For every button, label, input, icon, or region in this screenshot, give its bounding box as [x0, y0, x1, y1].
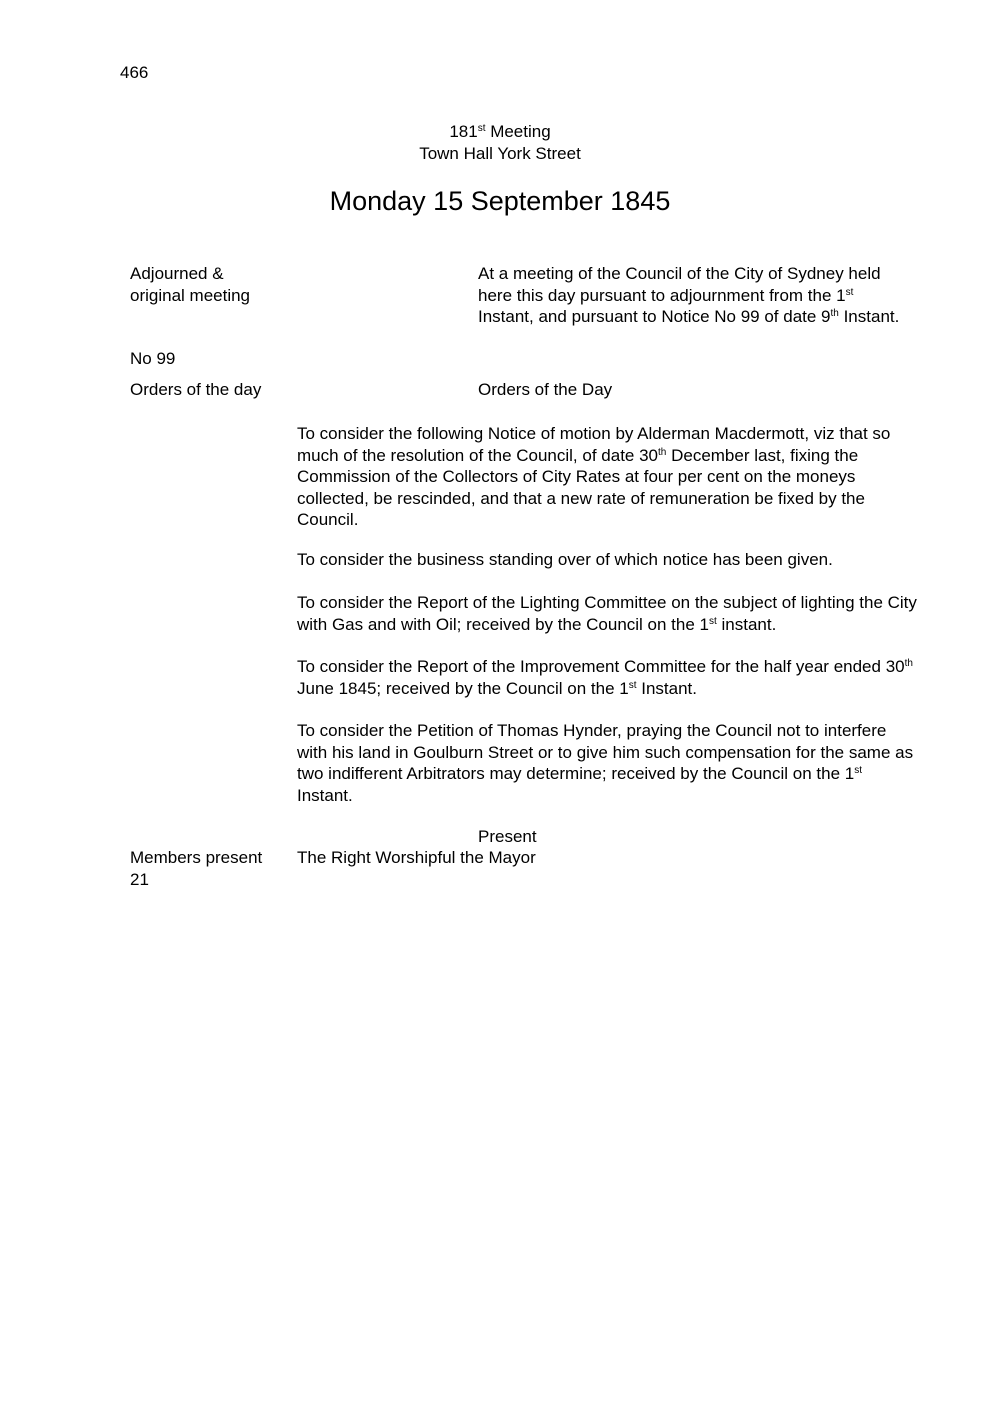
order-item: To consider the business standing over of which notice has been given.	[297, 550, 833, 569]
intro-paragraph: At a meeting of the Council of the City of Sydney held here this day pursuant to adjournment from the 1st Instant, and pursuant to Notice No 99 of date 9th Instant.	[478, 264, 900, 326]
page-number: 466	[120, 63, 149, 82]
order-item: To consider the following Notice of motion by Alderman Macdermott, viz that so much of the resolution of the Council, of date 30th December last, fixing the Commission of the Collectors of City Rates at four per cent on the moneys collected, be rescinded, and that a new rate of remuneration be fixed by the Council.	[297, 424, 891, 529]
margin-note-members-present: Members present 21	[130, 848, 263, 889]
meeting-venue: Town Hall York Street	[419, 143, 581, 163]
margin-note-adjourned: Adjourned & original meeting	[130, 264, 251, 305]
present-mayor: The Right Worshipful the Mayor	[297, 848, 536, 867]
order-item: To consider the Report of the Lighting Committee on the subject of lighting the City with Gas and with Oil; received by the Council on the 1st instant.	[297, 593, 917, 634]
orders-heading: Orders of the Day	[478, 380, 613, 399]
meeting-date: Monday 15 September 1845	[329, 186, 671, 216]
margin-note-orders: Orders of the day	[130, 380, 262, 399]
meeting-header	[0, 121, 1000, 164]
present-heading: Present	[478, 827, 537, 846]
order-item: To consider the Report of the Improvement Committee for the half year ended 30th June 1845; received by the Council on the 1st Instant.	[297, 657, 913, 698]
meeting-number: 181st Meeting	[449, 122, 551, 141]
margin-note-notice-number: No 99	[130, 349, 176, 368]
order-item: To consider the Petition of Thomas Hynder, praying the Council not to interfere with his land in Goulburn Street or to give him such compensation for the same as two indifferent Arbitrators may determine; received by the Council on the 1st Instant.	[297, 721, 914, 805]
